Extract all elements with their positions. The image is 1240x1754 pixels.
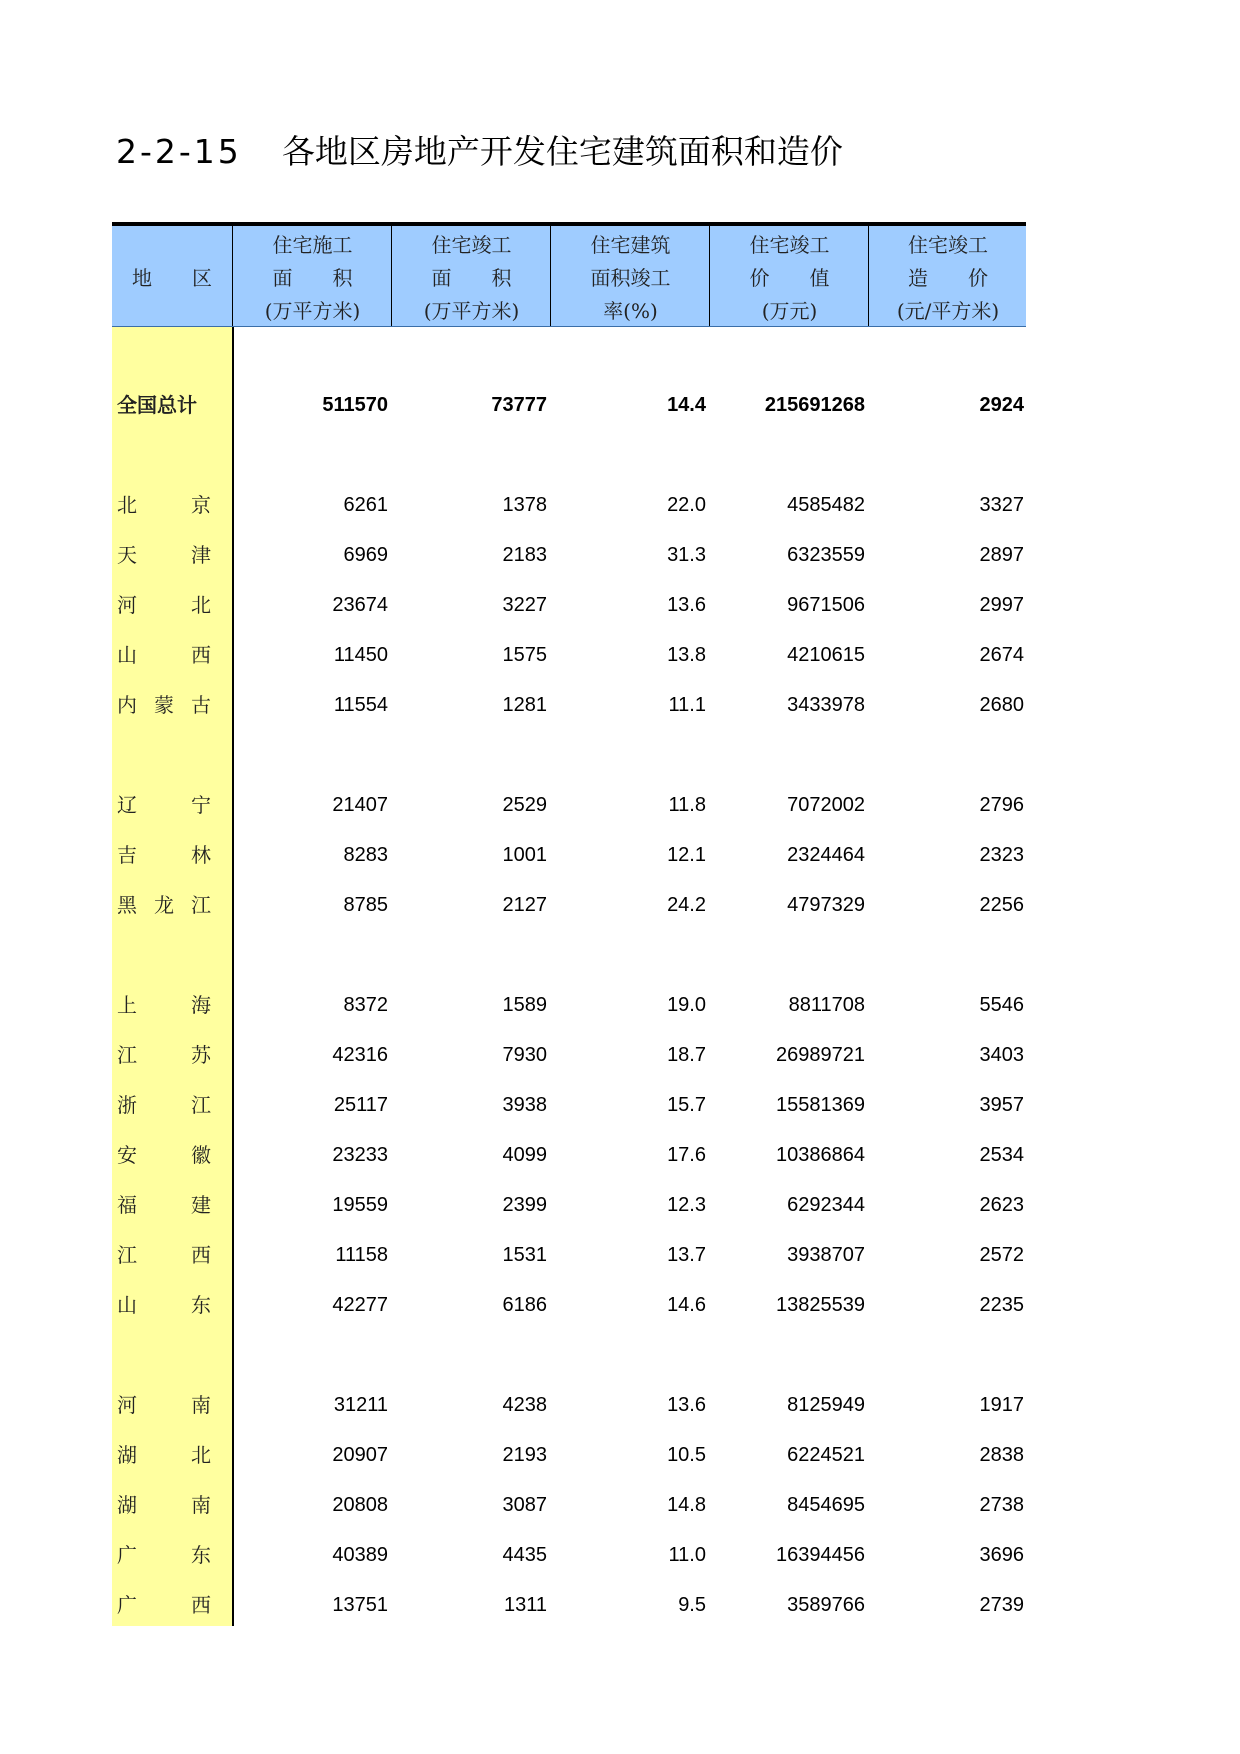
value-cell: 4099 — [502, 1144, 547, 1166]
value-cell: 13.7 — [667, 1244, 706, 1266]
table-row — [112, 840, 1026, 870]
table-row — [112, 540, 1026, 570]
header-label: (元/平方米) — [896, 299, 1000, 323]
value-cell: 9671506 — [787, 594, 865, 616]
header-cell — [391, 226, 551, 326]
header-label: 住宅建筑 — [590, 233, 671, 257]
value-cell: 15.7 — [667, 1094, 706, 1116]
table-code: 2-2-15 — [116, 132, 242, 171]
value-cell: 7930 — [502, 1044, 547, 1066]
value-cell: 23233 — [332, 1144, 388, 1166]
header-cell — [868, 226, 1027, 326]
value-cell: 14.8 — [667, 1494, 706, 1516]
table-row — [112, 1590, 1026, 1620]
value-cell: 1311 — [503, 1594, 547, 1616]
region-name: 浙 江 — [117, 1093, 211, 1117]
value-cell: 9.5 — [678, 1594, 706, 1616]
value-cell: 25117 — [333, 1094, 388, 1116]
header-label: 面 积 — [272, 266, 353, 290]
header-label: 率(%) — [603, 299, 658, 323]
table-row — [112, 690, 1026, 720]
header-cell — [112, 226, 232, 326]
region-name: 广 东 — [117, 1543, 211, 1567]
value-cell: 20907 — [332, 1444, 388, 1466]
value-cell: 4797329 — [787, 894, 865, 916]
value-cell: 2235 — [979, 1294, 1024, 1316]
header-label: 面积竣工 — [590, 266, 671, 290]
value-cell: 4210615 — [787, 644, 865, 666]
value-cell: 3403 — [979, 1044, 1024, 1066]
value-cell: 3227 — [502, 594, 547, 616]
value-cell: 6224521 — [787, 1444, 865, 1466]
region-name: 天 津 — [117, 543, 211, 567]
value-cell: 2399 — [502, 1194, 547, 1216]
total-row — [112, 390, 1026, 420]
value-cell: 3433978 — [787, 694, 865, 716]
region-name: 内 蒙 古 — [117, 693, 211, 717]
table-row — [112, 990, 1026, 1020]
region-name: 江 苏 — [117, 1043, 211, 1067]
value-cell: 3938 — [502, 1094, 547, 1116]
region-name: 山 东 — [117, 1293, 211, 1317]
value-cell: 11158 — [335, 1244, 388, 1266]
header-label: 住宅竣工 — [749, 233, 830, 257]
value-cell: 16394456 — [776, 1544, 865, 1566]
value-cell: 17.6 — [667, 1144, 706, 1166]
table-row — [112, 790, 1026, 820]
value-cell: 26989721 — [776, 1044, 865, 1066]
value-cell: 2897 — [979, 544, 1024, 566]
value-cell: 2623 — [979, 1194, 1024, 1216]
value-cell: 2193 — [502, 1444, 547, 1466]
table-header — [112, 226, 1026, 327]
region-name: 江 西 — [117, 1243, 211, 1267]
table-row — [112, 1540, 1026, 1570]
value-cell: 2674 — [979, 644, 1024, 666]
region-name: 安 徽 — [117, 1143, 211, 1167]
region-name: 河 南 — [117, 1393, 211, 1417]
value-cell: 7072002 — [787, 794, 865, 816]
value-cell: 31211 — [333, 1394, 388, 1416]
table-row — [112, 590, 1026, 620]
value-cell: 2534 — [979, 1144, 1024, 1166]
value-cell: 20808 — [332, 1494, 388, 1516]
table-row — [112, 1440, 1026, 1470]
header-label: 价 值 — [749, 266, 830, 290]
header-label: 面 积 — [431, 266, 512, 290]
table-row — [112, 890, 1026, 920]
region-name: 全国总计 — [117, 393, 197, 417]
table-row — [112, 1490, 1026, 1520]
region-name: 广 西 — [117, 1593, 211, 1617]
value-cell: 12.1 — [667, 844, 706, 866]
value-cell: 13825539 — [776, 1294, 865, 1316]
value-cell: 13751 — [332, 1594, 388, 1616]
value-cell: 1281 — [502, 694, 547, 716]
value-cell: 6186 — [502, 1294, 547, 1316]
value-cell: 8785 — [343, 894, 388, 916]
value-cell: 2529 — [502, 794, 547, 816]
region-name: 辽 宁 — [117, 793, 211, 817]
table-row — [112, 640, 1026, 670]
header-label: 住宅竣工 — [431, 233, 512, 257]
header-label: 住宅竣工 — [908, 233, 988, 257]
value-cell: 1589 — [502, 994, 547, 1016]
value-cell: 2183 — [502, 544, 547, 566]
value-cell: 11.1 — [668, 694, 706, 716]
value-cell: 40389 — [332, 1544, 388, 1566]
value-cell: 2796 — [979, 794, 1024, 816]
value-cell: 73777 — [491, 394, 547, 416]
value-cell: 11554 — [333, 694, 388, 716]
header-label: 地 区 — [132, 266, 212, 290]
table-row — [112, 1390, 1026, 1420]
region-name: 吉 林 — [117, 843, 211, 867]
header-label: 住宅施工 — [272, 233, 353, 257]
value-cell: 8283 — [343, 844, 388, 866]
value-cell: 3327 — [979, 494, 1024, 516]
value-cell: 3696 — [979, 1544, 1024, 1566]
value-cell: 3957 — [979, 1094, 1024, 1116]
value-cell: 6969 — [343, 544, 388, 566]
table-title: 各地区房地产开发住宅建筑面积和造价 — [281, 132, 843, 171]
value-cell: 15581369 — [776, 1094, 865, 1116]
value-cell: 4585482 — [787, 494, 865, 516]
value-cell: 2838 — [979, 1444, 1024, 1466]
value-cell: 8125949 — [787, 1394, 865, 1416]
region-name: 上 海 — [117, 993, 211, 1017]
value-cell: 6261 — [343, 494, 388, 516]
value-cell: 1378 — [502, 494, 547, 516]
value-cell: 6323559 — [787, 544, 865, 566]
value-cell: 8372 — [343, 994, 388, 1016]
value-cell: 2738 — [979, 1494, 1024, 1516]
value-cell: 2572 — [979, 1244, 1024, 1266]
value-cell: 14.4 — [667, 394, 706, 416]
value-cell: 1917 — [979, 1394, 1024, 1416]
value-cell: 42277 — [332, 1294, 388, 1316]
region-name: 黑 龙 江 — [117, 893, 211, 917]
value-cell: 2323 — [979, 844, 1024, 866]
value-cell: 1531 — [502, 1244, 547, 1266]
value-cell: 12.3 — [667, 1194, 706, 1216]
region-name: 福 建 — [117, 1193, 211, 1217]
table-row — [112, 1290, 1026, 1320]
value-cell: 8454695 — [787, 1494, 865, 1516]
value-cell: 6292344 — [787, 1194, 865, 1216]
value-cell: 2127 — [502, 894, 547, 916]
value-cell: 3589766 — [787, 1594, 865, 1616]
value-cell: 4435 — [502, 1544, 547, 1566]
value-cell: 2924 — [979, 394, 1024, 416]
table-row — [112, 1040, 1026, 1070]
value-cell: 13.8 — [667, 644, 706, 666]
value-cell: 2324464 — [787, 844, 865, 866]
header-label: (万元) — [761, 299, 818, 323]
value-cell: 5546 — [979, 994, 1024, 1016]
value-cell: 2680 — [979, 694, 1024, 716]
table-row — [112, 490, 1026, 520]
value-cell: 1001 — [502, 844, 547, 866]
value-cell: 3938707 — [787, 1244, 865, 1266]
value-cell: 14.6 — [667, 1294, 706, 1316]
value-cell: 1575 — [502, 644, 547, 666]
value-cell: 19559 — [332, 1194, 388, 1216]
value-cell: 11.8 — [668, 794, 706, 816]
value-cell: 10.5 — [667, 1444, 706, 1466]
value-cell: 2739 — [979, 1594, 1024, 1616]
region-name: 河 北 — [117, 593, 211, 617]
value-cell: 23674 — [332, 594, 388, 616]
header-cell — [232, 226, 392, 326]
value-cell: 511570 — [322, 394, 388, 416]
value-cell: 19.0 — [667, 994, 706, 1016]
table-row — [112, 1140, 1026, 1170]
page-title — [116, 126, 843, 173]
value-cell: 2256 — [979, 894, 1024, 916]
value-cell: 13.6 — [667, 1394, 706, 1416]
value-cell: 2997 — [979, 594, 1024, 616]
region-name: 北 京 — [117, 493, 211, 517]
value-cell: 21407 — [332, 794, 388, 816]
value-cell: 4238 — [502, 1394, 547, 1416]
header-cell — [709, 226, 869, 326]
value-cell: 3087 — [502, 1494, 547, 1516]
region-name: 湖 南 — [117, 1493, 211, 1517]
table-row — [112, 1190, 1026, 1220]
header-label: (万平方米) — [264, 299, 361, 323]
table-row — [112, 1090, 1026, 1120]
region-column-background — [112, 327, 234, 1626]
value-cell: 18.7 — [667, 1044, 706, 1066]
value-cell: 10386864 — [776, 1144, 865, 1166]
value-cell: 11.0 — [668, 1544, 706, 1566]
value-cell: 13.6 — [667, 594, 706, 616]
table-row — [112, 1240, 1026, 1270]
header-label: (万平方米) — [423, 299, 520, 323]
value-cell: 24.2 — [667, 894, 706, 916]
value-cell: 215691268 — [764, 394, 865, 416]
header-cell — [550, 226, 710, 326]
value-cell: 42316 — [332, 1044, 388, 1066]
value-cell: 8811708 — [788, 994, 865, 1016]
value-cell: 31.3 — [667, 544, 706, 566]
region-name: 湖 北 — [117, 1443, 211, 1467]
value-cell: 22.0 — [667, 494, 706, 516]
region-name: 山 西 — [117, 643, 211, 667]
value-cell: 11450 — [333, 644, 388, 666]
header-label: 造 价 — [908, 266, 988, 290]
